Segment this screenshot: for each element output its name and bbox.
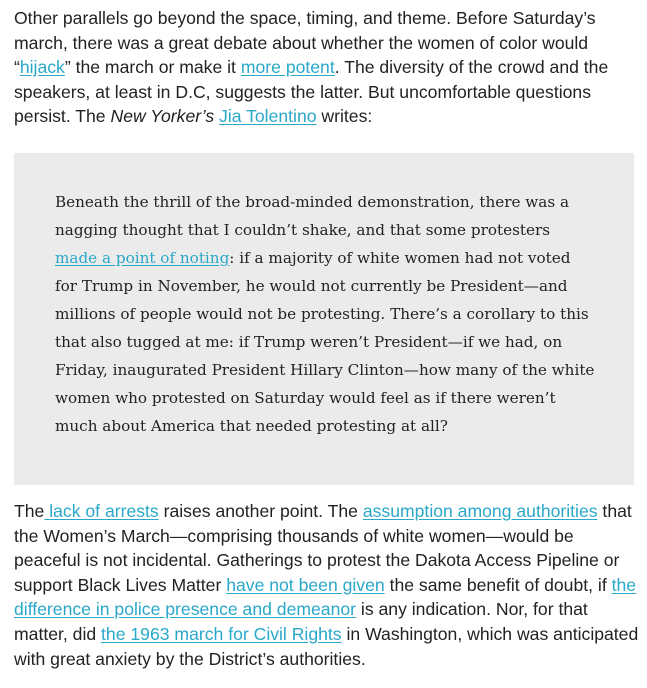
- text-segment: . The diversity of the crowd and the speakers, at least in D.C, suggests the latter. But uncomfortable questions persist. The: [14, 57, 609, 127]
- text-segment: that the Women’s March—comprising thousands of white women—would be peaceful is not incidental. Gatherings to protest the Dakota Access Pipeline or support Black Lives Matter: [14, 500, 632, 595]
- text-segment: The: [14, 500, 45, 521]
- link-lack-of-arrests[interactable]: lack of arrests: [44, 500, 159, 521]
- text-segment: : if a majority of white women had not voted for Trump in November, he would not currently be President—and millions of people would not be protesting. There’s a corollary to this that also tugged at me: if Trump weren’t President—if we had, on Friday, inaugurated President Hillary Clinton—how many of the white women who protested on Saturday would feel as if there weren’t much about America that needed protesting at all?: [55, 248, 595, 435]
- link-assumption-among-authorities[interactable]: assumption among authorities: [362, 500, 598, 521]
- text-segment: is any indication. Nor, for that matter, did: [14, 599, 588, 644]
- link-1963-march-civil-rights[interactable]: the 1963 march for Civil Rights: [101, 623, 342, 644]
- text-segment: the same benefit of doubt, if: [384, 574, 612, 595]
- text-segment: Beneath the thrill of the broad-minded demonstration, there was a nagging thought that I couldn’t shake, and that some protesters: [55, 192, 570, 239]
- paragraph-intro: [14, 6, 639, 129]
- link-hijack[interactable]: hijack: [19, 57, 65, 78]
- link-have-not-been-given[interactable]: have not been given: [226, 574, 385, 595]
- publication-name: New Yorker’s: [110, 106, 215, 127]
- text-segment: Other parallels go beyond the space, timing, and theme. Before Saturday’s march, there was a great debate about whether the women of color would “: [14, 8, 596, 78]
- link-more-potent[interactable]: more potent: [240, 57, 335, 78]
- link-made-a-point-of-noting[interactable]: made a point of noting: [55, 248, 230, 267]
- article-body: [14, 6, 639, 671]
- text-segment: raises another point. The: [158, 500, 363, 521]
- blockquote: [14, 153, 634, 485]
- paragraph-followup: [14, 499, 639, 671]
- link-difference-in-police-presence[interactable]: the difference in police presence and demeanor: [14, 574, 637, 620]
- text-segment: in Washington, which was anticipated with great anxiety by the District’s authorities.: [14, 623, 639, 669]
- text-segment: ” the march or make it: [64, 57, 241, 78]
- text-segment: writes:: [316, 106, 373, 127]
- blockquote-text: [55, 188, 596, 440]
- link-jia-tolentino[interactable]: Jia Tolentino: [219, 106, 317, 127]
